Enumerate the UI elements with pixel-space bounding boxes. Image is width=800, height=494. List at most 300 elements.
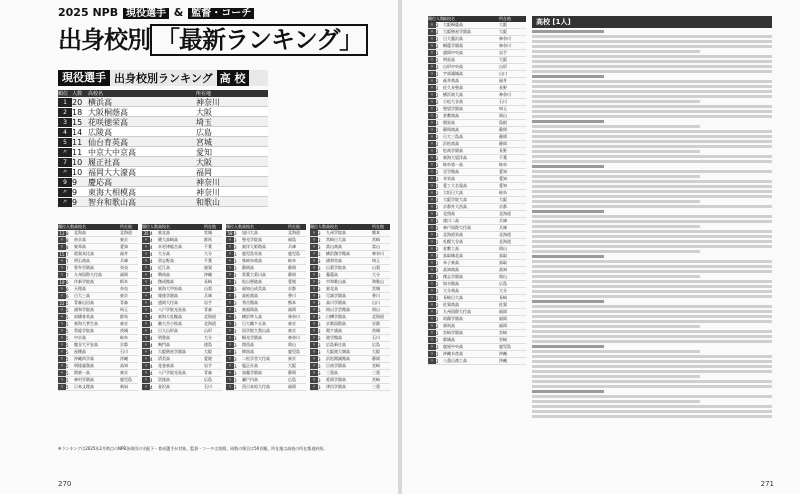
pref-cell: 宮崎 <box>372 377 380 382</box>
school-cell: 聖望学園高 <box>443 106 463 111</box>
count-cell: 2 <box>436 302 439 308</box>
school-cell: 高知商高 <box>443 267 459 272</box>
count-cell: 2 <box>436 57 439 63</box>
count-cell: 2 <box>436 260 439 266</box>
count-cell: 3 <box>234 384 237 390</box>
school-cell: 松商学園高 <box>443 148 463 153</box>
text-line <box>532 360 772 363</box>
rank-cell: 〃 <box>58 188 72 197</box>
small-table-row <box>310 272 390 279</box>
pref-cell: 宮崎 <box>372 237 380 242</box>
pref-cell: 岐阜 <box>288 258 296 263</box>
rank-cell: 〃 <box>312 342 316 347</box>
rank-cell: 〃 <box>144 349 148 354</box>
school-cell: 大阪桐蔭高 <box>88 108 128 117</box>
text-line <box>532 145 772 148</box>
school-cell: 大阪偕星学園高 <box>158 349 186 354</box>
school-cell: 京都外大西高 <box>443 204 467 209</box>
count-cell: 4 <box>150 307 153 313</box>
school-cell: 関東一高 <box>74 370 90 375</box>
count-cell: 11 <box>72 148 83 157</box>
rank-cell: 〃 <box>144 258 148 263</box>
small-table-row <box>58 356 138 363</box>
rank-cell: 〃 <box>60 377 64 382</box>
header-year: 2025 NPB <box>58 6 119 19</box>
pref-cell: 広島 <box>288 377 296 382</box>
pref-cell: 大分 <box>499 288 507 293</box>
text-line <box>532 285 772 288</box>
pref-cell: 宮崎 <box>372 363 380 368</box>
count-cell: 3 <box>234 251 237 257</box>
count-cell: 2 <box>436 344 439 350</box>
rank-cell: 〃 <box>60 258 64 263</box>
right-table-row <box>428 162 526 169</box>
rank-cell: 〃 <box>228 258 232 263</box>
pref-cell: 愛知 <box>499 183 507 188</box>
count-cell: 2 <box>436 281 439 287</box>
rank-cell: 〃 <box>144 356 148 361</box>
pref-cell: 岡山 <box>288 342 296 347</box>
school-cell: 桐光学園高 <box>242 335 262 340</box>
header-tag-coaches: 監督・コーチ <box>188 8 254 19</box>
school-cell: 東海大菅生高 <box>74 321 98 326</box>
text-line <box>532 155 772 158</box>
right-table-row <box>428 141 526 148</box>
small-table-row <box>58 307 138 314</box>
right-table-row <box>428 218 526 225</box>
small-table-row <box>58 258 138 265</box>
pref-cell: 福岡 <box>288 307 296 312</box>
count-cell: 4 <box>150 237 153 243</box>
text-line <box>532 375 700 378</box>
rank-cell: 9 <box>58 178 72 187</box>
right-table-row <box>428 288 526 295</box>
text-line <box>532 250 700 253</box>
small-th: 人数 <box>318 224 326 229</box>
pref-cell: 東京 <box>120 370 128 375</box>
pref-cell: 東京 <box>120 237 128 242</box>
small-table-row <box>310 293 390 300</box>
pref-cell: 奈良 <box>120 265 128 270</box>
top-table-row <box>58 187 268 197</box>
small-th: 順位 <box>226 224 234 229</box>
text-line <box>532 165 604 168</box>
pref-cell: 福岡 <box>499 323 507 328</box>
rank-cell: 〃 <box>430 141 434 146</box>
small-th: 所在地 <box>372 224 384 229</box>
rank-cell: 〃 <box>58 148 72 157</box>
school-cell: 前橋育英高 <box>74 314 94 319</box>
rank-cell: 〃 <box>60 286 64 291</box>
pref-cell: 北海道 <box>499 232 511 237</box>
small-table-row <box>142 300 222 307</box>
text-line <box>532 180 772 183</box>
rank-cell: 〃 <box>430 99 434 104</box>
small-table-row <box>310 356 390 363</box>
school-cell: 日南学園高 <box>326 363 346 368</box>
rank-cell: 〃 <box>60 384 64 389</box>
count-cell: 3 <box>234 335 237 341</box>
pref-cell: 鹿児島 <box>120 377 132 382</box>
school-cell: 藤蔭高 <box>326 272 338 277</box>
school-cell: 岐阜第一高 <box>443 162 463 167</box>
pref-cell: 埼玉 <box>120 307 128 312</box>
school-cell: 作新学院高 <box>74 279 94 284</box>
right-table-row <box>428 302 526 309</box>
text-line <box>532 395 772 398</box>
text-line <box>532 170 772 173</box>
small-table-row <box>226 286 306 293</box>
section-kind: 高 校 <box>217 70 249 86</box>
school-cell: 日大三高 <box>74 293 90 298</box>
school-cell: 沖縄尚学高 <box>74 356 94 361</box>
count-cell: 3 <box>234 342 237 348</box>
school-cell: 大分高 <box>158 251 170 256</box>
small-table-row <box>310 363 390 370</box>
small-th: 高校名 <box>158 224 170 229</box>
rank-cell: 〃 <box>430 302 434 307</box>
school-cell: 興南高 <box>158 272 170 277</box>
text-line <box>532 415 772 418</box>
school-cell: 帝京高 <box>74 237 86 242</box>
school-cell: 佐久長聖高 <box>443 85 463 90</box>
school-cell: 八戸学院光星高 <box>158 307 186 312</box>
small-table-row <box>142 335 222 342</box>
text-line <box>532 200 700 203</box>
pref-cell: 青森 <box>120 300 128 305</box>
count-cell: 7 <box>66 265 69 271</box>
school-cell: 高川学園高 <box>326 300 346 305</box>
school-cell: 天理高 <box>74 286 86 291</box>
count-cell: 5 <box>66 307 69 313</box>
pref-cell: 福井 <box>120 251 128 256</box>
rank-cell: 〃 <box>430 288 434 293</box>
rank-cell: 〃 <box>430 344 434 349</box>
pref-cell: 静岡 <box>499 141 507 146</box>
pref-cell: 鹿児島 <box>288 349 300 354</box>
school-cell: 岡山学芸館高 <box>326 307 350 312</box>
count-cell: 3 <box>318 356 321 362</box>
pref-cell: 岐阜 <box>499 162 507 167</box>
small-table-row <box>226 293 306 300</box>
pref-cell: 埼玉 <box>499 106 507 111</box>
pref-cell: 大分 <box>204 335 212 340</box>
count-cell: 2 <box>436 337 439 343</box>
count-cell: 2 <box>436 169 439 175</box>
small-table-row <box>310 286 390 293</box>
pref-cell: 高知 <box>120 363 128 368</box>
count-cell: 18 <box>72 108 83 117</box>
school-cell: 尽誠学園高 <box>326 293 346 298</box>
th-count: 人数 <box>72 91 83 97</box>
count-cell: 3 <box>318 300 321 306</box>
rank-cell: 〃 <box>430 323 434 328</box>
small-table-row <box>310 384 390 391</box>
text-line <box>532 40 772 43</box>
text-line <box>532 245 772 248</box>
text-line <box>532 295 772 298</box>
right-table-row <box>428 323 526 330</box>
count-cell: 10 <box>72 158 83 167</box>
rank-cell: 〃 <box>430 85 434 90</box>
rank-cell: 〃 <box>312 321 316 326</box>
school-cell: 享栄高 <box>443 176 455 181</box>
pref-cell: 北海道 <box>120 230 132 235</box>
rank-cell: 22 <box>59 300 65 306</box>
rank-cell: 〃 <box>430 274 434 279</box>
school-cell: 福知山成美高 <box>242 286 266 291</box>
rank-cell: 〃 <box>228 370 232 375</box>
small-th: 人数 <box>150 224 158 229</box>
count-cell: 14 <box>72 128 83 137</box>
text-line <box>532 85 772 88</box>
count-cell: 9 <box>72 178 78 187</box>
count-cell: 4 <box>150 363 153 369</box>
school-cell: 樟南高 <box>242 349 254 354</box>
pref-cell: 香川 <box>288 293 296 298</box>
text-line <box>532 105 772 108</box>
text-line <box>532 240 772 243</box>
text-line <box>532 45 772 48</box>
count-cell: 2 <box>436 295 439 301</box>
right-table-row <box>428 330 526 337</box>
rank-cell: 〃 <box>144 335 148 340</box>
top-table-row <box>58 157 268 167</box>
school-cell: 鳥取城北高 <box>443 253 463 258</box>
school-cell: 倉敷商高 <box>443 113 459 118</box>
text-line <box>532 120 604 123</box>
school-cell: 明石商高 <box>74 258 90 263</box>
text-line <box>532 230 772 233</box>
text-line <box>532 90 772 93</box>
text-line <box>532 150 700 153</box>
count-cell: 2 <box>436 92 439 98</box>
school-cell: 延岡学園高 <box>326 377 346 382</box>
rank-cell: 〃 <box>60 293 64 298</box>
right-table-row <box>428 120 526 127</box>
pref-cell: 広島 <box>204 377 212 382</box>
small-table-row <box>58 251 138 258</box>
small-table-row <box>58 300 138 307</box>
rth-count: 人数 <box>436 16 444 21</box>
rank-cell: 〃 <box>60 237 64 242</box>
text-line <box>532 355 772 358</box>
title-part-a: 出身校別 <box>58 26 150 54</box>
small-th: 高校名 <box>326 224 338 229</box>
rank-cell: 〃 <box>60 244 64 249</box>
count-cell: 4 <box>150 349 153 355</box>
rank-cell: 〃 <box>430 246 434 251</box>
text-line <box>532 265 772 268</box>
school-cell: 大阪偕星学園高 <box>443 29 471 34</box>
one-player-schools <box>532 16 772 420</box>
small-table-row <box>310 321 390 328</box>
school-cell: 滝川二高 <box>443 218 459 223</box>
pref-cell: 東京 <box>288 356 296 361</box>
rank-cell: 〃 <box>228 314 232 319</box>
small-table-row <box>226 363 306 370</box>
count-cell: 2 <box>436 183 439 189</box>
count-cell: 4 <box>150 265 153 271</box>
rank-cell: 7 <box>58 158 72 167</box>
count-cell: 5 <box>66 300 69 306</box>
count-cell: 3 <box>318 342 321 348</box>
count-cell: 8 <box>66 237 69 243</box>
count-cell: 20 <box>72 98 83 107</box>
count-cell: 3 <box>318 258 321 264</box>
pref-cell: 岩手 <box>204 363 212 368</box>
top-table-row <box>58 167 268 177</box>
pref-cell: 福島 <box>288 237 296 242</box>
school-cell: 健大高崎高 <box>158 237 178 242</box>
small-table-row <box>142 258 222 265</box>
text-line <box>532 340 772 343</box>
right-table-row <box>428 176 526 183</box>
pref-cell: 北海道 <box>204 314 216 319</box>
school-cell: 創成館高 <box>158 279 174 284</box>
rank-cell: 〃 <box>144 272 148 277</box>
rank-cell: 〃 <box>144 293 148 298</box>
small-table-row <box>58 272 138 279</box>
section-heading <box>58 70 268 86</box>
rank-cell: 〃 <box>430 120 434 125</box>
pref-cell: 和歌山 <box>196 198 220 207</box>
rank-cell: 〃 <box>430 92 434 97</box>
right-table-row <box>428 78 526 85</box>
count-cell: 3 <box>234 363 237 369</box>
school-cell: 仙台育英高 <box>88 138 128 147</box>
rank-cell: 〃 <box>58 198 72 207</box>
count-cell: 3 <box>318 328 321 334</box>
header-amp: & <box>173 6 184 19</box>
count-cell: 2 <box>436 225 439 231</box>
count-cell: 3 <box>234 314 237 320</box>
school-list-text <box>532 30 772 418</box>
pref-cell: 大阪 <box>288 363 296 368</box>
count-cell: 3 <box>318 321 321 327</box>
top-table-row <box>58 97 268 107</box>
text-line <box>532 95 772 98</box>
small-table-row <box>142 321 222 328</box>
rank-cell: 〃 <box>430 295 434 300</box>
small-table-row <box>226 335 306 342</box>
school-cell: 日本文理高 <box>74 384 94 389</box>
small-table-row <box>142 293 222 300</box>
count-cell: 2 <box>436 239 439 245</box>
school-cell: 神戸国際大付高 <box>443 225 471 230</box>
count-cell: 2 <box>436 106 439 112</box>
rank-cell: 〃 <box>228 335 232 340</box>
pref-cell: 静岡 <box>372 356 380 361</box>
text-line <box>532 115 772 118</box>
pref-cell: 石川 <box>120 349 128 354</box>
right-table-row <box>428 211 526 218</box>
ranking-column <box>310 224 390 391</box>
school-cell: 富山商高 <box>326 244 342 249</box>
pref-cell: 神奈川 <box>372 251 384 256</box>
count-cell: 3 <box>234 349 237 355</box>
left-page <box>0 0 398 494</box>
count-cell: 2 <box>436 323 439 329</box>
school-cell: 東海大望洋高 <box>443 155 467 160</box>
pref-cell: 鹿児島 <box>288 251 300 256</box>
small-table-row <box>58 265 138 272</box>
pref-cell: 岩手 <box>204 300 212 305</box>
rank-cell: 〃 <box>60 349 64 354</box>
count-cell: 4 <box>150 258 153 264</box>
small-table-row <box>58 244 138 251</box>
count-cell: 9 <box>72 198 78 207</box>
small-table-row <box>310 328 390 335</box>
count-cell: 3 <box>318 293 321 299</box>
count-cell: 5 <box>66 370 69 376</box>
pref-cell: 山梨 <box>372 265 380 270</box>
count-cell: 3 <box>234 307 237 313</box>
rank-cell: 〃 <box>312 314 316 319</box>
small-table-row <box>142 286 222 293</box>
count-cell: 2 <box>436 351 439 357</box>
text-line <box>532 305 772 308</box>
right-table-row <box>428 99 526 106</box>
school-cell: 木更津総合高 <box>158 244 182 249</box>
count-cell: 4 <box>150 230 153 236</box>
count-cell: 3 <box>318 272 321 278</box>
count-cell: 3 <box>318 335 321 341</box>
pref-cell: 沖縄 <box>204 272 212 277</box>
small-th: 所在地 <box>204 224 216 229</box>
pref-cell: 鳥取 <box>499 253 507 258</box>
small-table-row <box>58 314 138 321</box>
small-table-row <box>310 349 390 356</box>
count-cell: 5 <box>66 363 69 369</box>
count-cell: 8 <box>66 244 69 250</box>
school-cell: 北海高 <box>74 230 86 235</box>
school-cell: 県岐阜商高 <box>242 258 262 263</box>
right-table-row <box>428 85 526 92</box>
school-cell: 聖光学院高 <box>242 237 262 242</box>
pref-cell: 東京 <box>288 321 296 326</box>
right-table-row <box>428 260 526 267</box>
count-cell: 5 <box>66 321 69 327</box>
top-table-row <box>58 107 268 117</box>
small-table-row <box>310 300 390 307</box>
pref-cell: 長崎 <box>204 279 212 284</box>
rank-cell: 〃 <box>430 50 434 55</box>
rank-cell: 2 <box>58 108 72 117</box>
pref-cell: 兵庫 <box>499 225 507 230</box>
pref-cell: 東京 <box>288 328 296 333</box>
text-line <box>532 335 772 338</box>
pref-cell: 岡山 <box>499 274 507 279</box>
small-th: 順位 <box>142 224 150 229</box>
count-cell: 3 <box>318 377 321 383</box>
header-subtitle <box>58 4 255 19</box>
rank-cell: 〃 <box>430 162 434 167</box>
count-cell: 3 <box>318 307 321 313</box>
right-table-row <box>428 92 526 99</box>
count-cell: 3 <box>318 384 321 390</box>
count-cell: 2 <box>436 22 439 28</box>
small-table-row <box>226 349 306 356</box>
school-cell: 日大三島高 <box>443 134 463 139</box>
pref-cell: 大阪 <box>499 57 507 62</box>
small-table-row <box>310 307 390 314</box>
text-line <box>532 350 700 353</box>
school-cell: 常葉大菊川高 <box>242 272 266 277</box>
pref-cell: 熊本 <box>372 230 380 235</box>
rank-cell: 58 <box>227 230 233 236</box>
rank-cell: 〃 <box>430 358 434 363</box>
